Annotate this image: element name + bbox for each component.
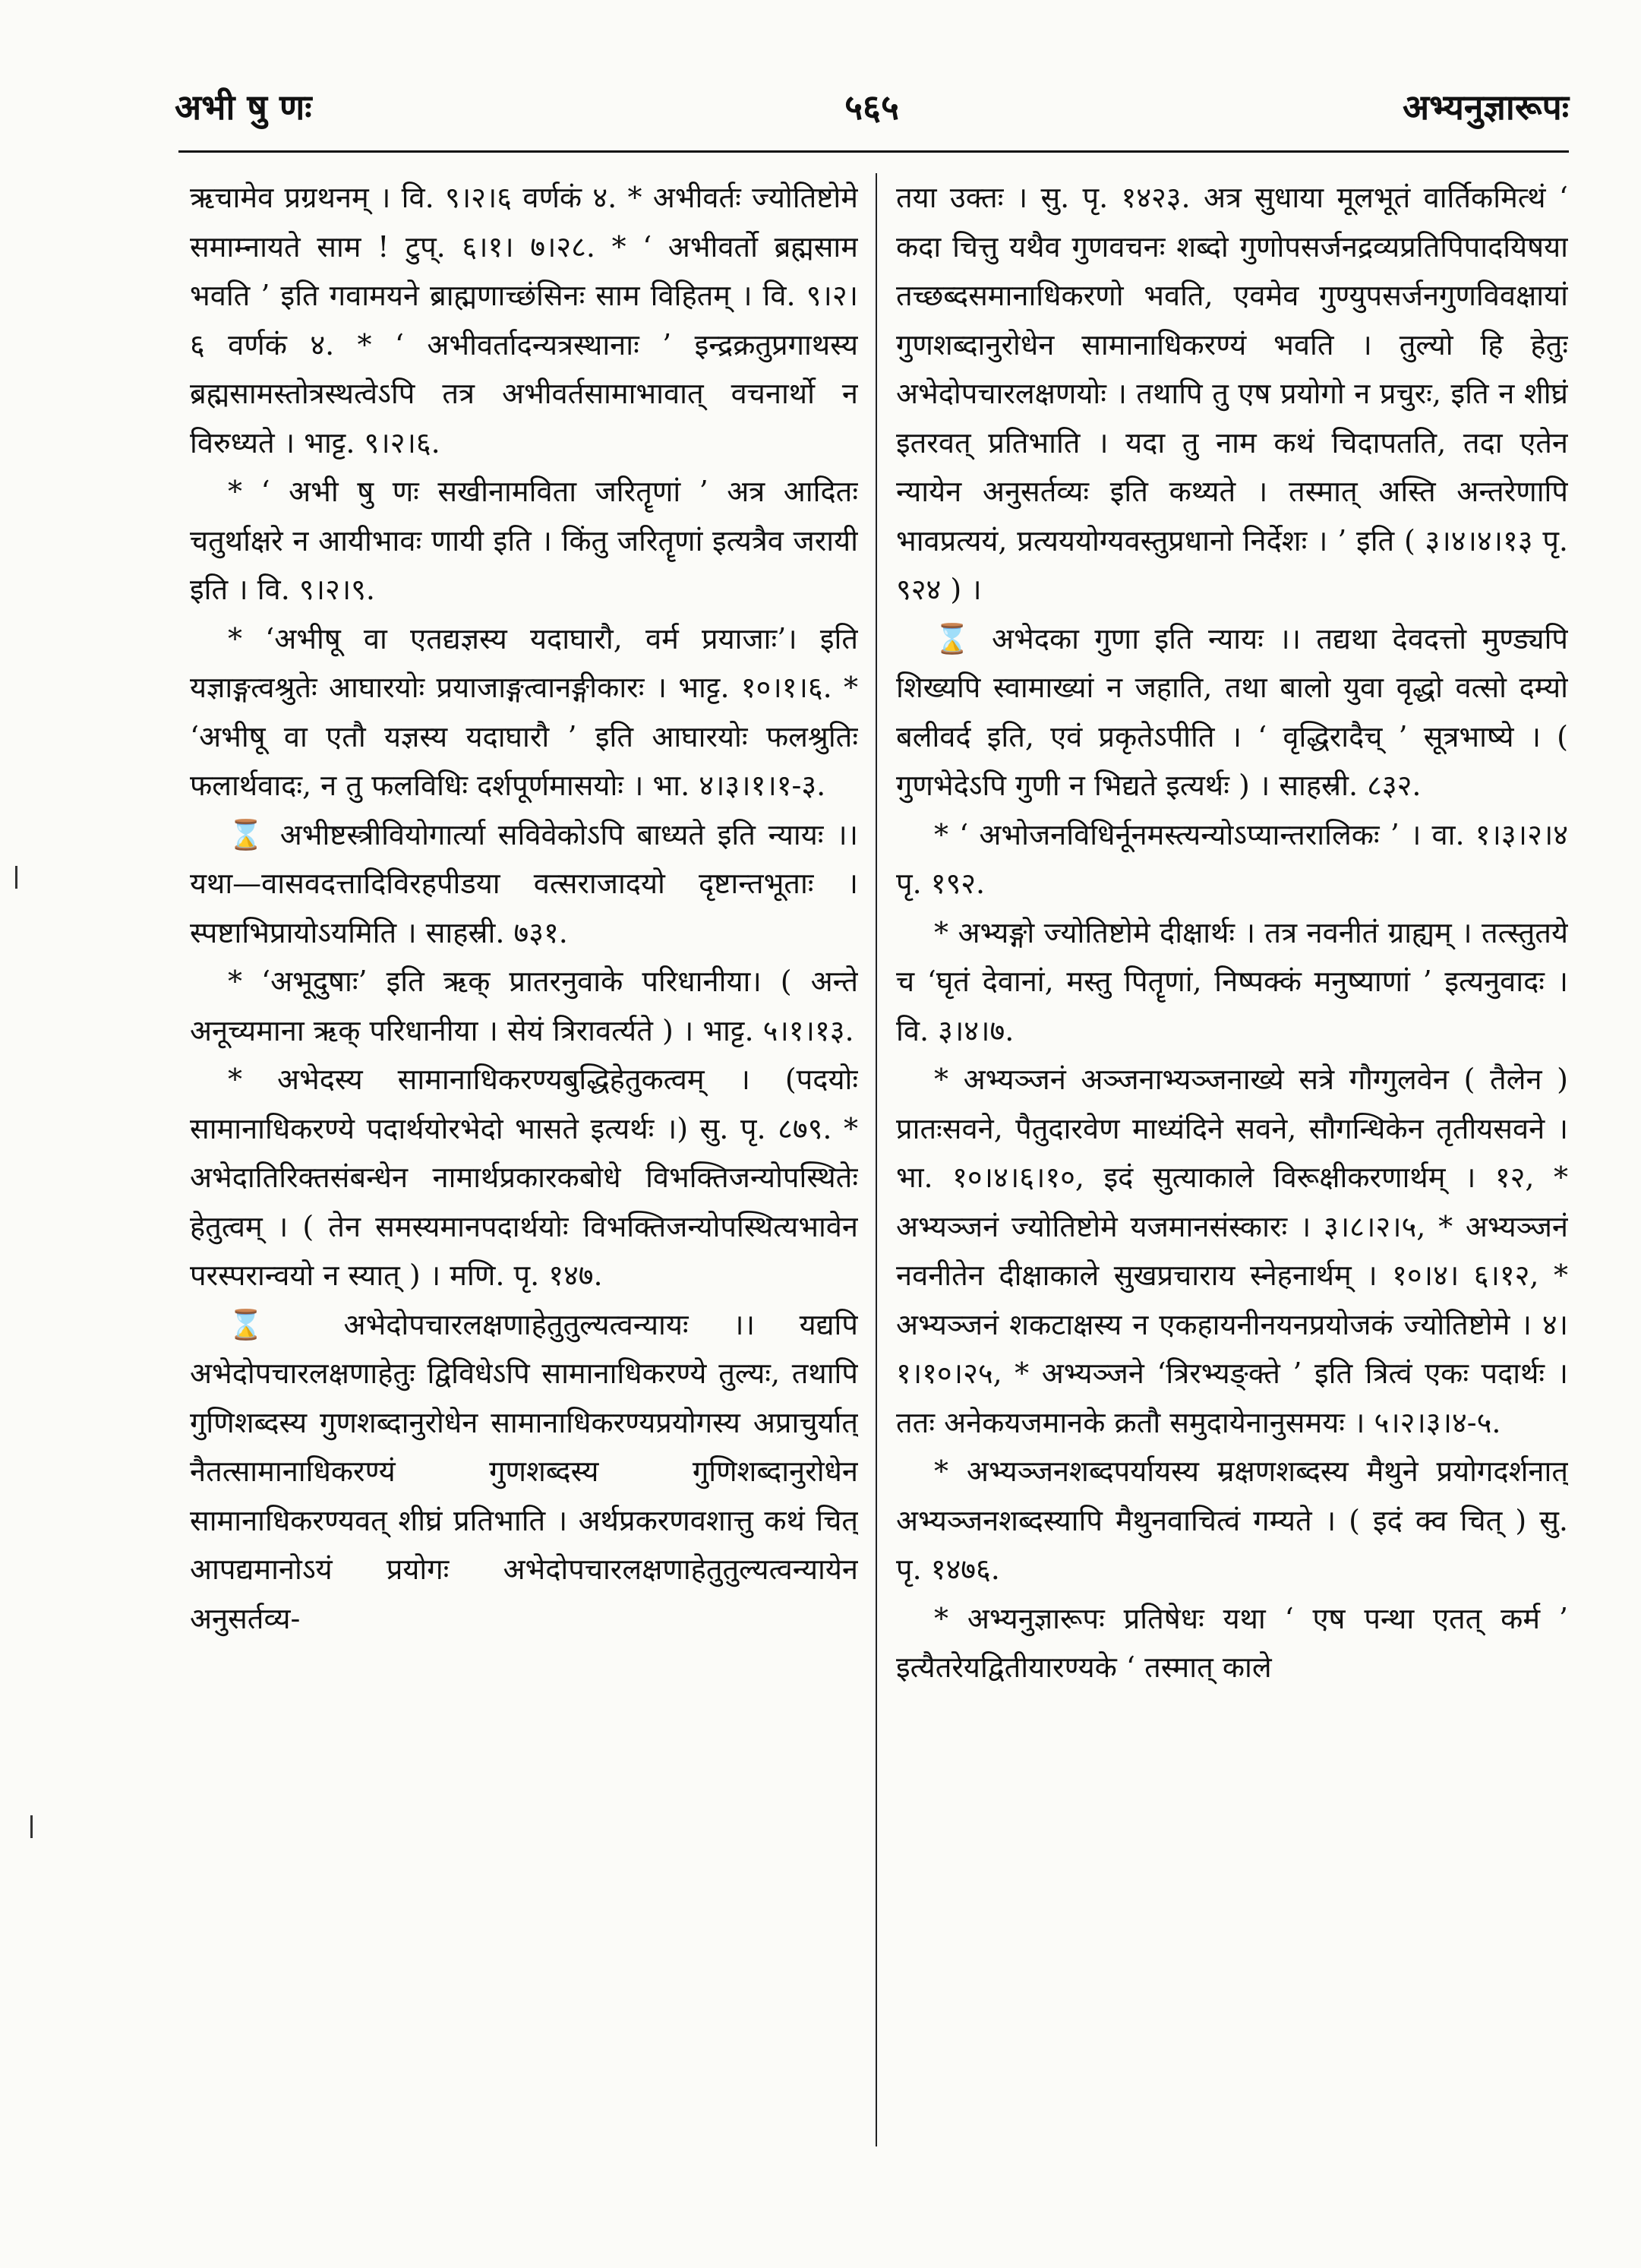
entry-paragraph: ऋचामेव प्रग्रथनम् । वि. ९।२।६ वर्णकं ४. * अभीवर्तः ज्योतिष्टोमे समाम्नायते साम ! टुप्. ६।१। ७।२८. * ‘ अभीवर्तो ब्रह्मसाम भवति ’ इति गवामयने ब्राह्मणाच्छंसिनः साम विहितम् । वि. ९।२।६ वर्णकं ४. * ‘ अभीवर्तादन्यत्रस्थानाः ’ इन्द्रक्रतुप्रगाथस्य ब्रह्मसामस्तोत्रस्थत्वेऽपि तत्र अभीवर्तसामाभावात् वचनार्थो न विरुध्यते । भाट्ट. ९।२।६. <box>190 181 858 460</box>
entry-paragraph: ⌛ अभेदका गुणा इति न्यायः ।। तद्यथा देवदत्तो मुण्ड्यपि शिख्यपि स्वामाख्यां न जहाति, तथा बालो युवा वृद्धो वत्सो दम्यो बलीवर्द इति, एवं प्रकृतेऽपीति । ‘ वृद्धिरादैच् ’ सूत्रभाष्ये । ( गुणभेदेऽपि गुणी न भिद्यते इत्यर्थः ) । साहस्री. ८३२. <box>896 621 1568 802</box>
entry-paragraph: * ‘ अभोजनविधिर्नूनमस्त्यन्योऽप्यान्तरालिकः ’ । वा. १।३।२।४ पृ. १९२. <box>896 817 1568 900</box>
entry-paragraph: ⌛ अभेदोपचारलक्षणाहेतुतुल्यत्वन्यायः ।। यद्यपि अभेदोपचारलक्षणाहेतुः द्विविधेऽपि सामानाधिकरण्ये तुल्यः, तथापि गुणिशब्दस्य गुणशब्दानुरोधेन सामानाधिकरण्यप्रयोगस्य अप्राचुर्यात् नैतत्सामानाधिकरण्यं गुणशब्दस्य गुणिशब्दानुरोधेन सामानाधिकरण्यवत् शीघ्रं प्रतिभाति । अर्थप्रकरणवशात्तु कथं चित् आपद्यमानोऽयं प्रयोगः अभेदोपचारलक्षणाहेतुतुल्यत्वन्यायेन अनुसर्तव्य- <box>190 1307 858 1635</box>
entry-paragraph: * अभ्यञ्जनशब्दपर्यायस्य म्रक्षणशब्दस्य मैथुने प्रयोगदर्शनात् अभ्यञ्जनशब्दस्यापि मैथुनवाचित्वं गम्यते । ( इदं क्व चित् ) सु. पृ. १४७६. <box>896 1455 1568 1586</box>
scan-edge-mark <box>30 1815 33 1838</box>
entry-paragraph: * ‘अभूदुषाः’ इति ऋक् प्रातरनुवाके परिधानीया। ( अन्ते अनूच्यमाना ऋक् परिधानीया । सेयं त्रिरावर्त्यते ) । भाट्ट. ५।१।१३. <box>190 965 858 1047</box>
entry-paragraph: * अभ्यनुज्ञारूपः प्रतिषेधः यथा ‘ एष पन्था एतत् कर्म ’ इत्यैतरेयद्वितीयारण्यके ‘ तस्मात् काले <box>896 1601 1568 1684</box>
header-right-guide-word: अभ्यनुज्ञारूपः <box>1402 87 1569 128</box>
entry-paragraph: * ‘ अभी षु णः सखीनामविता जरितॄणां ’ अत्र आदितः चतुर्थाक्षरे न आयीभावः णायी इति । किंतु जरितॄणां इत्यत्रैव जरायी इति । वि. ९।२।९. <box>190 475 858 606</box>
left-column <box>190 173 858 2146</box>
header-rule <box>178 150 1569 153</box>
entry-paragraph: * अभ्यङ्गो ज्योतिष्टोमे दीक्षार्थः । तत्र नवनीतं ग्राह्यम् । तत्स्तुतये च ‘घृतं देवानां, मस्तु पितॄणां, निष्पक्कं मनुष्याणां ’ इत्यनुवादः । वि. ३।४।७. <box>896 915 1568 1047</box>
right-column <box>896 173 1568 2146</box>
scan-edge-mark <box>15 866 17 889</box>
entry-paragraph: तया उक्तः । सु. पृ. १४२३. अत्र सुधाया मूलभूतं वार्तिकमित्थं ‘ कदा चित्तु यथैव गुणवचनः शब्दो गुणोपसर्जनद्रव्यप्रतिपिपादयिषया तच्छब्दसमानाधिकरणो भवति, एवमेव गुण्युपसर्जनगुणविवक्षायां गुणशब्दानुरोधेन सामानाधिकरण्यं भवति । तुल्यो हि हेतुः अभेदोपचारलक्षणयोः । तथापि तु एष प्रयोगो न प्रचुरः, इति न शीघ्रं इतरवत् प्रतिभाति । यदा तु नाम कथं चिदापतति, तदा एतेन न्यायेन अनुसर्तव्यः इति कथ्यते । तस्मात् अस्ति अन्तरेणापि भावप्रत्ययं, प्रत्यययोग्यवस्तुप्रधानो निर्देशः । ’ इति ( ३।४।४।१३ पृ. ९२४ ) । <box>896 181 1568 606</box>
header-left-guide-word: अभी षु णः <box>175 87 312 128</box>
entry-paragraph: * ‘अभीषू वा एतद्यज्ञस्य यदाघारौ, वर्म प्रयाजाः’। इति यज्ञाङ्गत्वश्रुतेः आघारयोः प्रयाजाङ्गत्वानङ्गीकारः । भाट्ट. १०।१।६. * ‘अभीषू वा एतौ यज्ञस्य यदाघारौ ’ इति आघारयोः फलश्रुतिः फलार्थवादः, न तु फलविधिः दर्शपूर्णमासयोः । भा. ४।३।१।१-३. <box>190 621 858 802</box>
entry-paragraph: * अभ्यञ्जनं अञ्जनाभ्यञ्जनाख्ये सत्रे गौग्गुलवेन ( तैलेन ) प्रातःसवने, पैतुदारवेण माध्यंदिने सवने, सौगन्धिकेन तृतीयसवने । भा. १०।४।६।१०, इदं सुत्याकाले विरूक्षीकरणार्थम् । १२, * अभ्यञ्जनं ज्योतिष्टोमे यजमानसंस्कारः । ३।८।२।५, * अभ्यञ्जनं नवनीतेन दीक्षाकाले सुखप्रचाराय स्नेहनार्थम् । १०।४। ६।१२, * अभ्यञ्जनं शकटाक्षस्य न एकहायनीनयनप्रयोजकं ज्योतिष्टोमे । ४।१।१०।२५, * अभ्यञ्जने ‘त्रिरभ्यङ्क्ते ’ इति त्रित्वं एकः पदार्थः । ततः अनेकयजमानके क्रतौ समुदायेनानुसमयः । ५।२।३।४-५. <box>896 1063 1568 1439</box>
column-divider <box>876 173 877 2146</box>
entry-paragraph: * अभेदस्य सामानाधिकरण्यबुद्धिहेतुकत्वम् । (पदयोः सामानाधिकरण्ये पदार्थयोरभेदो भासते इत्यर्थः ।) सु. पृ. ८७९. * अभेदातिरिक्तसंबन्धेन नामार्थप्रकारकबोधे विभक्तिजन्योपस्थितेः हेतुत्वम् । ( तेन समस्यमानपदार्थयोः विभक्तिजन्योपस्थित्यभावेन परस्परान्वयो न स्यात् ) । मणि. पृ. १४७. <box>190 1063 858 1292</box>
page-number: ५६५ <box>844 87 899 128</box>
entry-paragraph: ⌛ अभीष्टस्त्रीवियोगार्त्या सविवेकोऽपि बाध्यते इति न्यायः ।। यथा—वासवदत्तादिविरहपीडया वत्सराजादयो दृष्टान्तभूताः । स्पष्टाभिप्रायोऽयमिति । साहस्री. ७३१. <box>190 817 858 949</box>
page-header <box>175 76 1569 137</box>
